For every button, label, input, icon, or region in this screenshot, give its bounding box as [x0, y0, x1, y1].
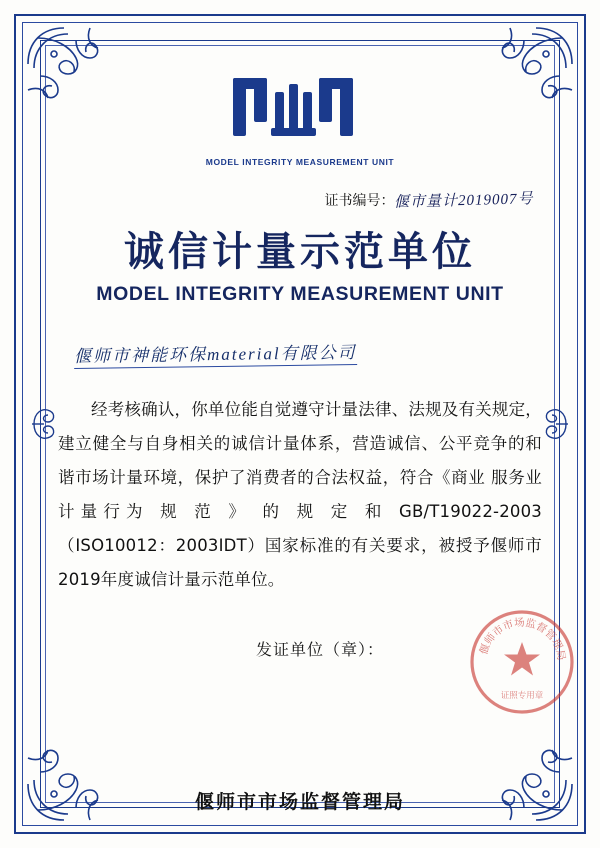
- title-english: MODEL INTEGRITY MEASUREMENT UNIT: [96, 283, 504, 305]
- side-ornament-icon: [538, 389, 572, 459]
- title-chinese: 诚信计量示范单位: [124, 229, 476, 275]
- side-ornament-icon: [28, 389, 62, 459]
- official-red-seal-icon: [466, 606, 578, 718]
- svg-text:证照专用章: 证照专用章: [500, 691, 544, 701]
- recipient-name: 偃师市神能环保material有限公司: [74, 338, 357, 369]
- certificate-number-value: 偃市量计2019007号: [394, 191, 535, 211]
- issuer-label: 发证单位（章）：: [255, 642, 384, 659]
- mim-monogram-icon: [227, 70, 373, 149]
- body-text: [58, 393, 542, 597]
- logo-subtitle: MODEL INTEGRITY MEASUREMENT UNIT: [205, 157, 395, 167]
- issuing-organization: 偃师市市场监督管理局: [194, 791, 405, 813]
- body-paragraph: 经考核确认，你单位能自觉遵守计量法律、法规及有关规定，建立健全与自身相关的诚信计量体系，营造诚信、公平竞争的和谐市场计量环境，保护了消费者的合法权益，符合《商业 服务业计量行为 规 范 》 的 规 定 和 GB/T19022-2003（ISO10012：2003IDT）国家标准的有关要求，被授予偃师市2019年度诚信计量示范单位。: [58, 400, 542, 589]
- svg-text:偃师市市场监督管理局: 偃师市市场监督管理局: [477, 616, 568, 662]
- certificate-number-line: [58, 189, 542, 210]
- logo-block: [58, 54, 542, 167]
- certificate-number-label: 证书编号：: [324, 192, 395, 208]
